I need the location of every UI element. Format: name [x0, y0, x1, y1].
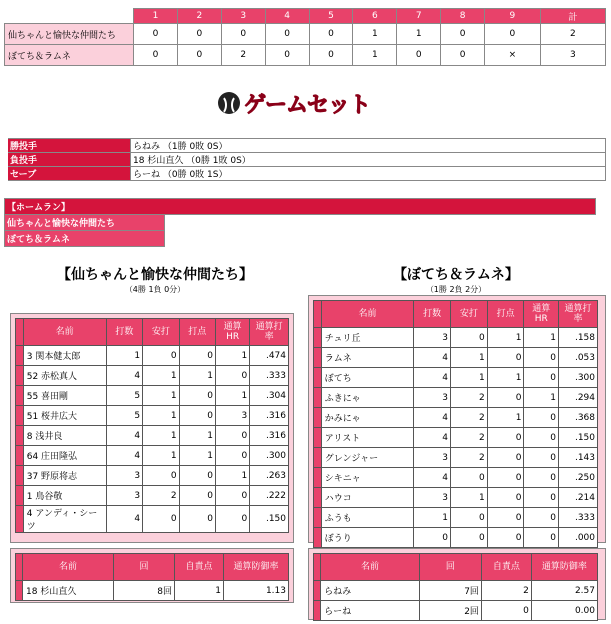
stat-cell: .263: [250, 466, 289, 486]
stat-cell: 0: [524, 348, 559, 368]
table-row: [16, 346, 289, 366]
record-row: [6, 167, 606, 181]
inning-score: 0: [177, 24, 221, 45]
table-row: [314, 528, 598, 548]
column-header: 通算打率: [558, 301, 597, 328]
stat-cell: 0: [450, 468, 487, 488]
row-marker: [16, 366, 24, 386]
column-header: 安打: [143, 319, 179, 346]
column-header: 打数: [414, 301, 451, 328]
inning-score: 0: [309, 45, 353, 66]
player-name: 55 喜田剛: [23, 386, 106, 406]
row-marker: [314, 581, 321, 601]
right-batting-box: [308, 295, 606, 543]
stat-cell: 1: [143, 386, 179, 406]
player-name: 64 庄田隆弘: [23, 446, 106, 466]
stat-cell: 2: [143, 486, 179, 506]
row-marker: [314, 448, 322, 468]
table-row: [16, 426, 289, 446]
stat-cell: 0: [179, 406, 215, 426]
stat-cell: 0: [524, 448, 559, 468]
table-row: [16, 446, 289, 466]
stat-cell: .333: [250, 366, 289, 386]
stat-cell: 1: [450, 368, 487, 388]
stat-cell: 0: [487, 428, 524, 448]
row-marker: [16, 506, 24, 533]
table-row: [314, 368, 598, 388]
left-batting-table: [15, 318, 289, 533]
stat-cell: 1: [216, 346, 250, 366]
row-marker: [16, 446, 24, 466]
stat-cell: 4: [106, 426, 142, 446]
column-header: 名前: [321, 301, 413, 328]
linescore-row: [5, 24, 606, 45]
inning-header: 3: [221, 9, 265, 24]
row-marker: [314, 508, 322, 528]
stat-cell: 3: [414, 388, 451, 408]
left-team-title: 【仙ちゃんと愉快な仲間たち】: [57, 267, 253, 283]
stat-cell: 0: [143, 346, 179, 366]
table-row: [16, 466, 289, 486]
player-name: 8 浅井良: [23, 426, 106, 446]
stat-cell: 1: [175, 581, 224, 601]
stat-cell: 0: [524, 508, 559, 528]
inning-score: 0: [134, 24, 178, 45]
inning-score: 0: [485, 24, 541, 45]
row-marker: [314, 301, 322, 328]
stat-cell: 0: [487, 448, 524, 468]
stat-cell: 0: [450, 328, 487, 348]
column-header: 名前: [321, 554, 420, 581]
stat-cell: 0: [524, 408, 559, 428]
column-header: 通算HR: [524, 301, 559, 328]
row-marker: [314, 368, 322, 388]
column-header: 打点: [179, 319, 215, 346]
stat-cell: 1: [524, 328, 559, 348]
stat-cell: 1: [143, 426, 179, 446]
row-marker: [314, 328, 322, 348]
row-marker: [16, 466, 24, 486]
stat-cell: 1: [179, 446, 215, 466]
stat-cell: 1: [414, 508, 451, 528]
stat-cell: 5: [106, 386, 142, 406]
player-name: 4 アンディ・シーツ: [23, 506, 106, 533]
inning-score: 0: [441, 24, 485, 45]
inning-score: 0: [265, 45, 309, 66]
stat-cell: 4: [414, 428, 451, 448]
row-marker: [16, 319, 24, 346]
inning-score: 0: [265, 24, 309, 45]
inning-header: 4: [265, 9, 309, 24]
row-marker: [16, 346, 24, 366]
right-pitching-table: [313, 553, 598, 621]
inning-score: ×: [485, 45, 541, 66]
row-marker: [314, 488, 322, 508]
inning-header: 1: [134, 9, 178, 24]
inning-header: 8: [441, 9, 485, 24]
column-header: 打数: [106, 319, 142, 346]
inning-score: 0: [397, 45, 441, 66]
stat-cell: 4: [106, 506, 142, 533]
table-row: [16, 406, 289, 426]
inning-header: 9: [485, 9, 541, 24]
stat-cell: 1: [143, 406, 179, 426]
table-row: [16, 486, 289, 506]
row-marker: [314, 348, 322, 368]
right-pitching-box: [308, 548, 606, 620]
left-team-record: （4勝 1負 0分）: [124, 285, 186, 294]
table-row: [16, 366, 289, 386]
stat-cell: 0: [524, 368, 559, 388]
row-marker: [314, 428, 322, 448]
column-header: 通算防御率: [224, 554, 289, 581]
left-batting-box: [10, 313, 294, 543]
player-name: 52 赤松真人: [23, 366, 106, 386]
stat-cell: 0: [179, 386, 215, 406]
homerun-title: 【ホームラン】: [5, 199, 596, 215]
table-row: [16, 581, 289, 601]
inning-score: 0: [221, 24, 265, 45]
stat-cell: 0.00: [531, 601, 597, 621]
stat-cell: 3: [414, 328, 451, 348]
inning-score: 1: [353, 45, 397, 66]
stat-cell: 1: [179, 426, 215, 446]
stat-cell: 1: [450, 348, 487, 368]
inning-score: 1: [353, 24, 397, 45]
column-header: 通算防御率: [531, 554, 597, 581]
inning-header: 7: [397, 9, 441, 24]
stat-cell: 0: [487, 468, 524, 488]
record-value: 18 杉山直久 （0勝 1敗 0S）: [131, 153, 606, 167]
player-name: ラムネ: [321, 348, 413, 368]
stat-cell: 1: [179, 366, 215, 386]
stat-cell: 1: [487, 408, 524, 428]
stat-cell: 0: [216, 366, 250, 386]
table-row: [314, 448, 598, 468]
stat-cell: 2: [481, 581, 531, 601]
stat-cell: .150: [558, 428, 597, 448]
homerun-table: [4, 198, 596, 247]
row-marker: [314, 408, 322, 428]
stat-cell: 3: [106, 466, 142, 486]
stat-cell: 0: [524, 528, 559, 548]
table-row: [314, 328, 598, 348]
row-marker: [314, 528, 322, 548]
row-marker: [16, 426, 24, 446]
homerun-team-2: ぼてち＆ラムネ: [5, 231, 165, 247]
inning-header: 6: [353, 9, 397, 24]
player-name: シキニャ: [321, 468, 413, 488]
stat-cell: 1: [216, 466, 250, 486]
table-row: [314, 488, 598, 508]
player-name: ふきにゃ: [321, 388, 413, 408]
linescore-row: [5, 45, 606, 66]
player-name: 37 野原将志: [23, 466, 106, 486]
stat-cell: .474: [250, 346, 289, 366]
record-label: 勝投手: [6, 139, 131, 153]
stat-cell: 1: [524, 388, 559, 408]
stat-cell: .333: [558, 508, 597, 528]
player-name: ハウコ: [321, 488, 413, 508]
table-row: [314, 581, 598, 601]
player-name: かみにゃ: [321, 408, 413, 428]
column-header: 打点: [487, 301, 524, 328]
stat-cell: 1: [487, 368, 524, 388]
stat-cell: .304: [250, 386, 289, 406]
game-set-banner: [218, 88, 370, 118]
stat-cell: .368: [558, 408, 597, 428]
stat-cell: .316: [250, 426, 289, 446]
column-header: 自責点: [481, 554, 531, 581]
inning-header: 計: [540, 9, 605, 24]
player-name: らねみ: [321, 581, 420, 601]
stat-cell: 0: [216, 446, 250, 466]
stat-cell: 0: [487, 348, 524, 368]
stat-cell: 0: [179, 466, 215, 486]
stat-cell: 0: [216, 506, 250, 533]
stat-cell: 0: [487, 488, 524, 508]
inning-score: 0: [441, 45, 485, 66]
stat-cell: .222: [250, 486, 289, 506]
stat-cell: 1.13: [224, 581, 289, 601]
inning-score: 0: [134, 45, 178, 66]
homerun-team-1: 仙ちゃんと愉快な仲間たち: [5, 215, 165, 231]
table-row: [314, 408, 598, 428]
game-set-text: ゲームセット: [244, 92, 371, 118]
inning-score: 0: [177, 45, 221, 66]
right-team-record: （1勝 2負 2分）: [425, 285, 487, 294]
player-name: 18 杉山直久: [23, 581, 114, 601]
column-header: 名前: [23, 319, 106, 346]
stat-cell: 2: [450, 448, 487, 468]
stat-cell: 2: [450, 408, 487, 428]
inning-score: 3: [540, 45, 605, 66]
linescore-corner: [5, 9, 134, 24]
stat-cell: 2.57: [531, 581, 597, 601]
stat-cell: 0: [487, 508, 524, 528]
baseball-icon: [218, 92, 240, 114]
stat-cell: 0: [414, 528, 451, 548]
row-marker: [314, 554, 321, 581]
row-marker: [16, 554, 23, 581]
pitchers-of-record: [4, 138, 606, 181]
stat-cell: 3: [216, 406, 250, 426]
inning-score: 2: [540, 24, 605, 45]
table-row: [16, 506, 289, 533]
team-name: ぼてち＆ラムネ: [5, 45, 134, 66]
inning-header: 2: [177, 9, 221, 24]
player-name: ぼうり: [321, 528, 413, 548]
record-value: らねみ （1勝 0敗 0S）: [131, 139, 606, 153]
table-row: [16, 386, 289, 406]
stat-cell: .294: [558, 388, 597, 408]
left-pitching-table: [15, 553, 289, 601]
stat-cell: 3: [106, 486, 142, 506]
record-label: 負投手: [6, 153, 131, 167]
stat-cell: 2回: [419, 601, 481, 621]
stat-cell: 0: [216, 426, 250, 446]
stat-cell: 0: [481, 601, 531, 621]
stat-cell: 1: [143, 446, 179, 466]
stat-cell: .143: [558, 448, 597, 468]
linescore-table: [4, 8, 606, 66]
column-header: 通算HR: [216, 319, 250, 346]
record-row: [6, 139, 606, 153]
stat-cell: .316: [250, 406, 289, 426]
stat-cell: 1: [450, 488, 487, 508]
player-name: チュリ丘: [321, 328, 413, 348]
table-row: [314, 388, 598, 408]
row-marker: [16, 406, 24, 426]
stat-cell: 0: [450, 508, 487, 528]
stat-cell: 4: [106, 366, 142, 386]
column-header: 回: [114, 554, 175, 581]
stat-cell: 0: [487, 528, 524, 548]
stat-cell: 0: [143, 466, 179, 486]
stat-cell: 0: [179, 346, 215, 366]
stat-cell: 4: [414, 368, 451, 388]
player-name: らーね: [321, 601, 420, 621]
stat-cell: .250: [558, 468, 597, 488]
stat-cell: 0: [524, 488, 559, 508]
column-header: 回: [419, 554, 481, 581]
stat-cell: .300: [558, 368, 597, 388]
stat-cell: 0: [143, 506, 179, 533]
stat-cell: 0: [216, 486, 250, 506]
stat-cell: .214: [558, 488, 597, 508]
stat-cell: .150: [250, 506, 289, 533]
player-name: 3 関本健太郎: [23, 346, 106, 366]
stat-cell: 2: [450, 428, 487, 448]
column-header: 安打: [450, 301, 487, 328]
stat-cell: 1: [106, 346, 142, 366]
stat-cell: 4: [106, 446, 142, 466]
stat-cell: 0: [450, 528, 487, 548]
stat-cell: 7回: [419, 581, 481, 601]
table-row: [314, 428, 598, 448]
player-name: ふうも: [321, 508, 413, 528]
stat-cell: 0: [487, 388, 524, 408]
stat-cell: 0: [179, 506, 215, 533]
player-name: グレンジャー: [321, 448, 413, 468]
stat-cell: 3: [414, 448, 451, 468]
inning-score: 0: [309, 24, 353, 45]
player-name: 51 桜井広大: [23, 406, 106, 426]
table-row: [314, 601, 598, 621]
table-row: [314, 508, 598, 528]
stat-cell: 1: [216, 386, 250, 406]
column-header: 通算打率: [250, 319, 289, 346]
stat-cell: 8回: [114, 581, 175, 601]
stat-cell: 3: [414, 488, 451, 508]
row-marker: [16, 386, 24, 406]
stat-cell: .158: [558, 328, 597, 348]
stat-cell: 0: [524, 468, 559, 488]
row-marker: [16, 486, 24, 506]
right-team-title: 【ぼてち＆ラムネ】: [393, 267, 519, 283]
right-batting-table: [313, 300, 598, 548]
team-name: 仙ちゃんと愉快な仲間たち: [5, 24, 134, 45]
left-pitching-box: [10, 548, 294, 603]
row-marker: [314, 601, 321, 621]
player-name: 1 鳥谷敬: [23, 486, 106, 506]
stat-cell: 1: [143, 366, 179, 386]
column-header: 自責点: [175, 554, 224, 581]
record-label: セーブ: [6, 167, 131, 181]
stat-cell: .000: [558, 528, 597, 548]
stat-cell: 5: [106, 406, 142, 426]
player-name: ぼてち: [321, 368, 413, 388]
stat-cell: 4: [414, 408, 451, 428]
stat-cell: 2: [450, 388, 487, 408]
inning-score: 1: [397, 24, 441, 45]
column-header: 名前: [23, 554, 114, 581]
stat-cell: .300: [250, 446, 289, 466]
stat-cell: 0: [524, 428, 559, 448]
record-value: らーね （0勝 0敗 1S）: [131, 167, 606, 181]
player-name: アリスト: [321, 428, 413, 448]
table-row: [314, 468, 598, 488]
inning-score: 2: [221, 45, 265, 66]
record-row: [6, 153, 606, 167]
stat-cell: 0: [179, 486, 215, 506]
stat-cell: 1: [487, 328, 524, 348]
row-marker: [314, 468, 322, 488]
stat-cell: .053: [558, 348, 597, 368]
inning-header: 5: [309, 9, 353, 24]
stat-cell: 4: [414, 348, 451, 368]
row-marker: [16, 581, 23, 601]
table-row: [314, 348, 598, 368]
stat-cell: 4: [414, 468, 451, 488]
row-marker: [314, 388, 322, 408]
